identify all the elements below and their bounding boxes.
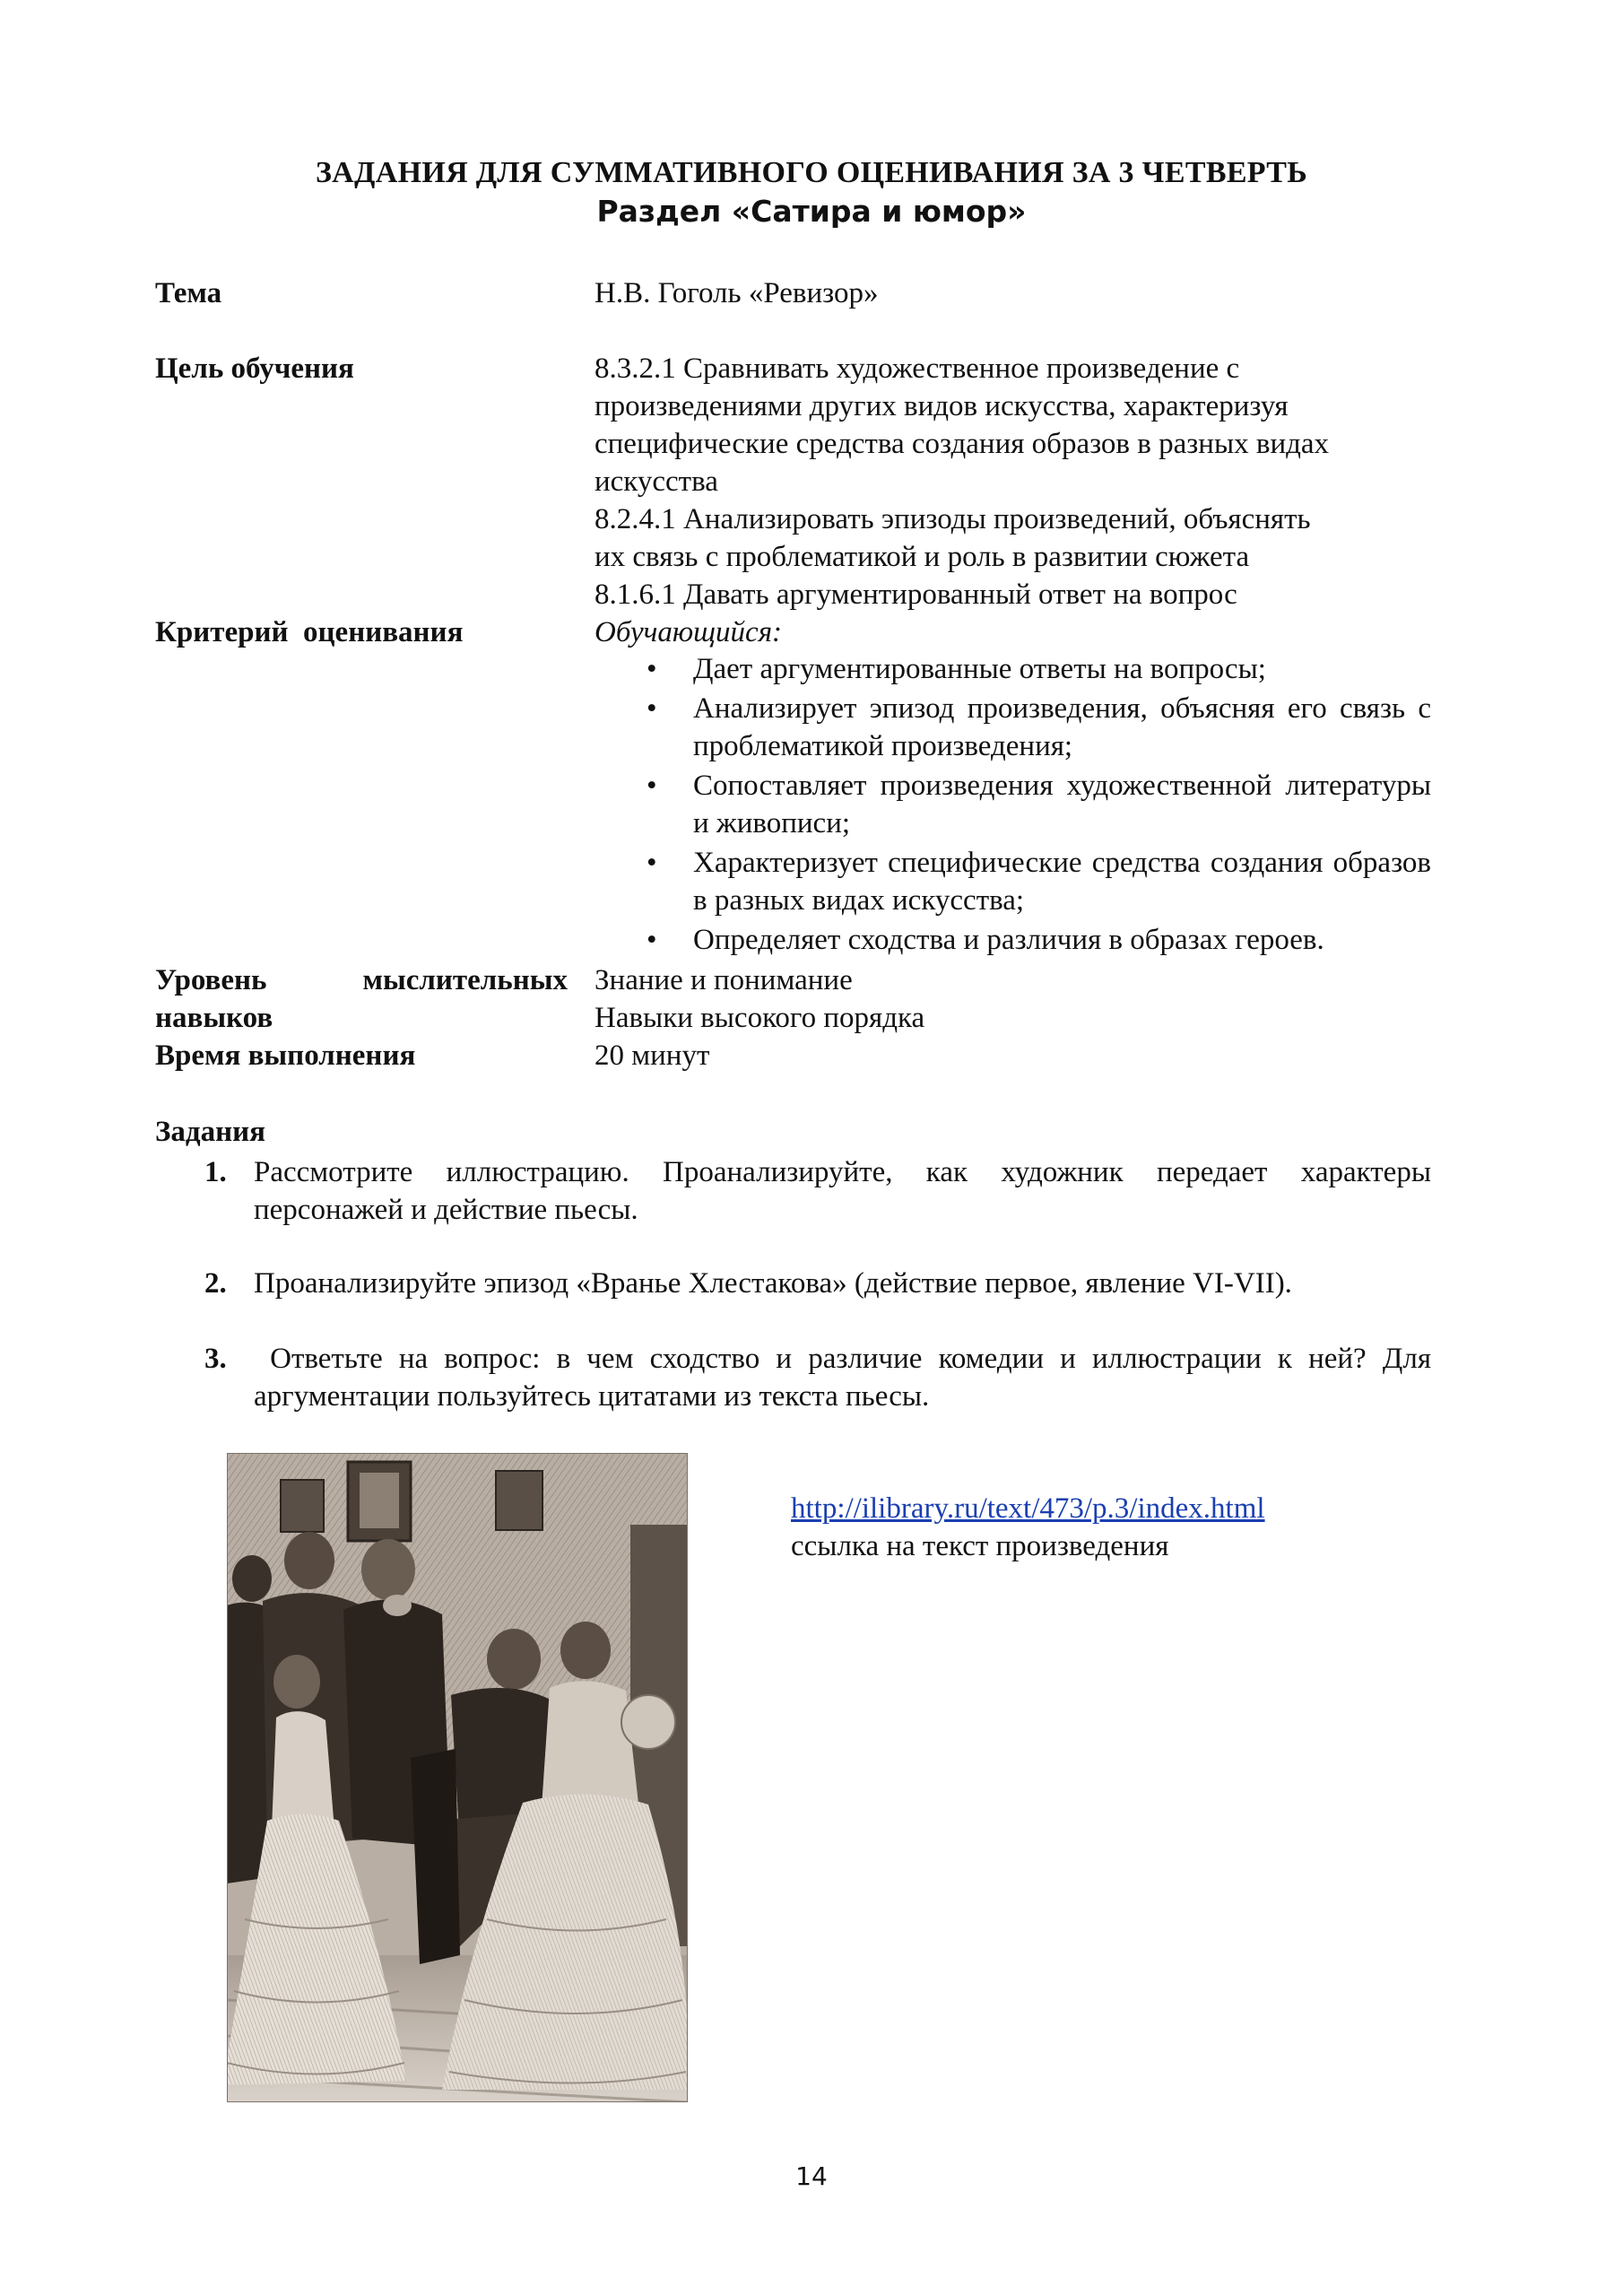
link-caption: ссылка на текст произведения [791,1530,1169,1562]
goal-line: 8.1.6.1 Давать аргументированный ответ на вопрос [595,578,1237,611]
list-item: • Анализирует эпизод произведения, объясняя его связь с проблематикой произведения; [644,690,1431,765]
bullet-icon: • [647,653,657,685]
goal-line: специфические средства создания образов в разных видах [595,428,1330,460]
goal-block [595,350,1431,613]
goal-label: Цель обучения [155,352,354,385]
goal-line: произведениями других видов искусства, характеризуя [595,390,1289,422]
task-item: 3. Ответьте на вопрос: в чем сходство и различие комедии и иллюстрации к ней? Для аргументации пользуйтесь цитатами из текста пьесы. [204,1343,1439,1413]
goal-line: 8.2.4.1 Анализировать эпизоды произведений, объяснять [595,503,1311,535]
document-title: ЗАДАНИЯ ДЛЯ СУММАТИВНОГО ОЦЕНИВАНИЯ ЗА 3 ЧЕТВЕРТЬ [315,156,1308,189]
page-number: 14 [795,2161,828,2191]
goal-line: искусства [595,465,718,498]
section-subtitle: Раздел «Сатира и юмор» [596,194,1027,229]
time-label: Время выполнения [155,1039,416,1072]
bullet-icon: • [647,924,657,956]
bullet-icon: • [647,770,657,802]
bullet-icon: • [647,692,657,725]
task-item: 1. Рассмотрите иллюстрацию. Проанализируйте, как художник передает характеры персонажей и действие пьесы. [204,1156,1431,1226]
level-values: Знание и понимание Навыки высокого порядка [595,964,925,1034]
text-link[interactable]: http://ilibrary.ru/text/473/p.3/index.html [791,1492,1265,1525]
tasks-heading: Задания [155,1116,265,1148]
time-value: 20 минут [595,1039,710,1072]
list-item: • Дает аргументированные ответы на вопросы; [644,650,1431,688]
bullet-icon: • [647,847,657,879]
goal-line: 8.3.2.1 Сравнивать художественное произведение с [595,352,1240,385]
goal-line: их связь с проблематикой и роль в развитии сюжета [595,541,1250,573]
theme-label: Тема [155,277,222,309]
level-label: Уровень мыслительных навыков [155,964,568,1034]
criteria-list [644,650,1431,961]
list-item: • Определяет сходства и различия в образах героев. [644,921,1431,959]
criterion-label: Критерий оценивания [155,616,464,648]
theme-value: Н.В. Гоголь «Ревизор» [595,277,879,309]
task-item: 2. Проанализируйте эпизод «Вранье Хлестакова» (действие первое, явление VI-VII). [204,1267,1292,1300]
illustration-image [227,1453,688,2102]
list-item: • Характеризует специфические средства создания образов в разных видах искусства; [644,844,1431,919]
list-item: • Сопоставляет произведения художественной литературы и живописи; [644,767,1431,842]
criterion-intro: Обучающийся: [595,616,783,648]
